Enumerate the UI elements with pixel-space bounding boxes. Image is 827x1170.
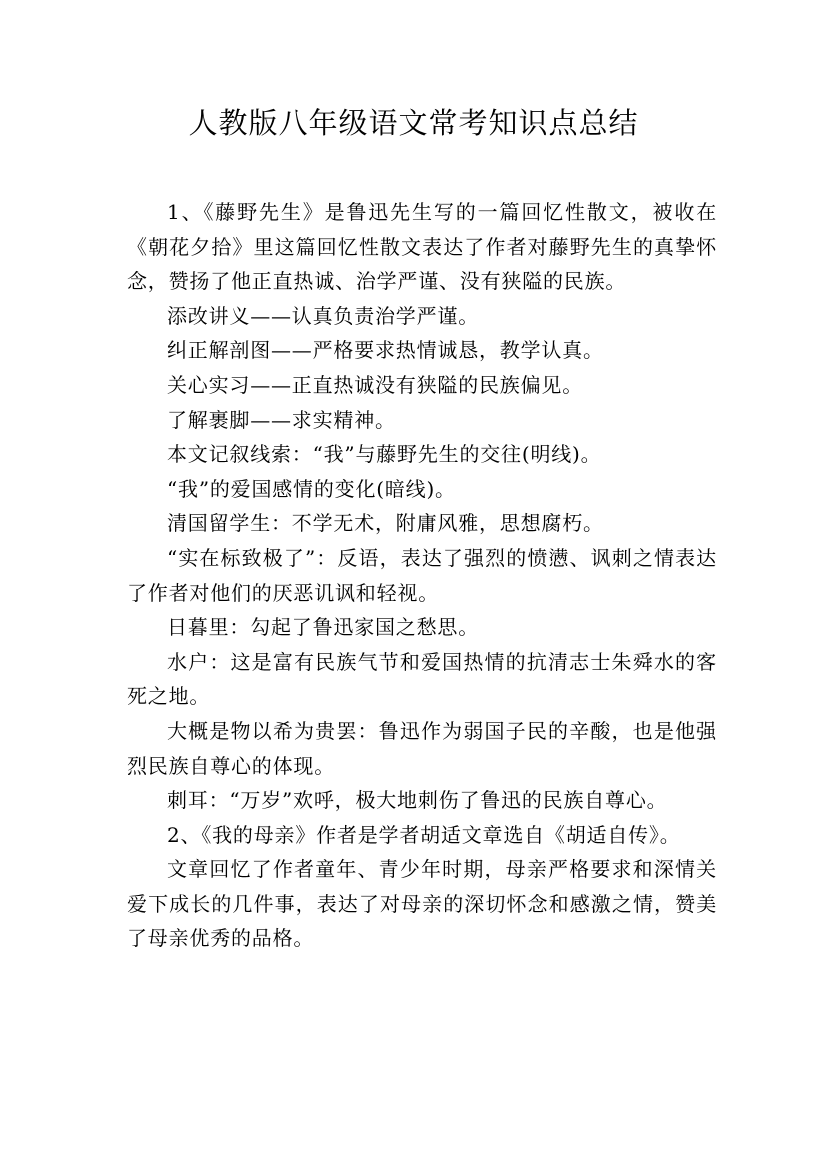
paragraph-1: 1、《藤野先生》是鲁迅先生写的一篇回忆性散文，被收在《朝花夕拾》里这篇回忆性散文表达了作者对藤野先生的真挚怀念，赞扬了他正直热诚、治学严谨、没有狭隘的民族。: [127, 200, 717, 294]
document-title: 人教版八年级语文常考知识点总结: [188, 106, 639, 140]
paragraph-13: 刺耳：“万岁”欢呼，极大地刺伤了鲁迅的民族自尊心。: [167, 788, 668, 813]
paragraph-2: 添改讲义——认真负责治学严谨。: [167, 303, 479, 328]
paragraph-3: 纠正解剖图——严格要求热情诚恳，教学认真。: [167, 338, 604, 363]
paragraph-15: 文章回忆了作者童年、青少年时期，母亲严格要求和深情关爱下成长的几件事，表达了对母亲的深切怀念和感激之情，赞美了母亲优秀的品格。: [127, 857, 717, 951]
paragraph-10: 日暮里：勾起了鲁迅家国之愁思。: [167, 615, 479, 640]
paragraph-12: 大概是物以希为贵罢：鲁迅作为弱国子民的辛酸，也是他强烈民族自尊心的体现。: [127, 718, 717, 778]
paragraph-5: 了解裹脚——求实精神。: [167, 407, 396, 432]
document-body: [127, 195, 717, 956]
paragraph-4: 关心实习——正直热诚没有狭隘的民族偏见。: [167, 372, 583, 397]
paragraph-9: “实在标致极了”：反语，表达了强烈的愤懑、讽刺之情表达了作者对他们的厌恶讥讽和轻视。: [127, 545, 717, 605]
paragraph-14: 2、《我的母亲》作者是学者胡适文章选自《胡适自传》。: [167, 822, 681, 847]
paragraph-7: “我”的爱国感情的变化(暗线)。: [167, 476, 456, 501]
paragraph-6: 本文记叙线索：“我”与藤野先生的交往(明线)。: [167, 442, 602, 467]
paragraph-11: 水户：这是富有民族气节和爱国热情的抗清志士朱舜水的客死之地。: [127, 649, 717, 709]
paragraph-8: 清国留学生：不学无术，附庸风雅，思想腐朽。: [167, 511, 604, 536]
